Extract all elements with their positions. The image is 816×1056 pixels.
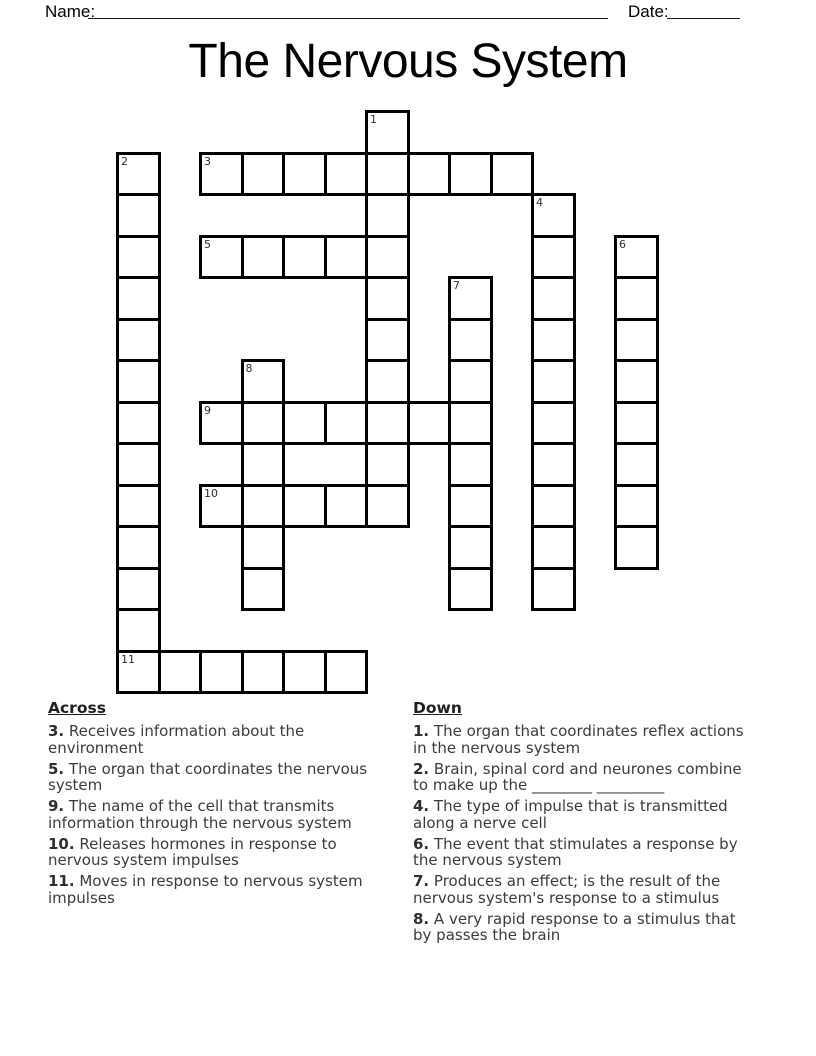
down-clues-section <box>413 700 753 948</box>
grid-cell-r9c5[interactable] <box>324 484 369 529</box>
grid-cell-r9c3[interactable] <box>241 484 286 529</box>
grid-cell-r3c5[interactable] <box>324 235 369 280</box>
grid-cell-r4c10[interactable] <box>531 276 576 321</box>
grid-cell-r9c4[interactable] <box>282 484 327 529</box>
clue-across-3: 3. Receives information about the environment <box>48 722 305 757</box>
down-clue-list <box>413 723 753 944</box>
grid-cell-r7c7[interactable] <box>407 401 452 446</box>
grid-cell-r1c7[interactable] <box>407 152 452 197</box>
clue-across-9: 9. The name of the cell that transmits information through the nervous system <box>48 797 352 832</box>
grid-cell-r12c0[interactable] <box>116 608 161 653</box>
clue-number: 10. <box>48 834 75 853</box>
cell-number: 5 <box>204 237 211 251</box>
grid-cell-r5c8[interactable] <box>448 318 493 363</box>
grid-cell-r1c8[interactable] <box>448 152 493 197</box>
clue-across-5: 5. The organ that coordinates the nervous system <box>48 759 368 794</box>
grid-cell-r11c3[interactable] <box>241 567 286 612</box>
grid-cell-r7c8[interactable] <box>448 401 493 446</box>
clue-down-8: 8. A very rapid response to a stimulus that by passes the brain <box>413 909 736 944</box>
grid-cell-r9c0[interactable] <box>116 484 161 529</box>
grid-cell-r9c12[interactable] <box>614 484 659 529</box>
clue-number: 7. <box>413 872 430 890</box>
grid-cell-r9c10[interactable] <box>531 484 576 529</box>
grid-cell-r13c2[interactable] <box>199 650 244 695</box>
clue-across-11: 11. Moves in response to nervous system impulses <box>48 872 363 907</box>
cell-number: 6 <box>619 237 626 251</box>
grid-cell-r6c0[interactable] <box>116 359 161 404</box>
name-input-line[interactable] <box>88 1 608 19</box>
grid-cell-r7c2[interactable] <box>199 401 244 446</box>
grid-cell-r2c6[interactable] <box>365 193 410 238</box>
grid-cell-r8c3[interactable] <box>241 442 286 487</box>
grid-cell-r8c0[interactable] <box>116 442 161 487</box>
grid-cell-r3c2[interactable] <box>199 235 244 280</box>
grid-cell-r6c8[interactable] <box>448 359 493 404</box>
name-label: Name: <box>45 2 96 21</box>
across-clue-list <box>48 723 388 906</box>
grid-cell-r8c10[interactable] <box>531 442 576 487</box>
page-title: The Nervous System <box>188 35 628 88</box>
grid-cell-r11c10[interactable] <box>531 567 576 612</box>
grid-cell-r7c4[interactable] <box>282 401 327 446</box>
grid-cell-r6c6[interactable] <box>365 359 410 404</box>
grid-cell-r3c4[interactable] <box>282 235 327 280</box>
clue-number: 6. <box>413 834 430 853</box>
cell-number: 4 <box>536 196 543 209</box>
grid-cell-r10c12[interactable] <box>614 525 659 570</box>
grid-cell-r1c3[interactable] <box>241 152 286 197</box>
grid-cell-r13c1[interactable] <box>158 650 203 695</box>
grid-cell-r5c12[interactable] <box>614 318 659 363</box>
grid-cell-r7c10[interactable] <box>531 401 576 446</box>
grid-cell-r11c0[interactable] <box>116 567 161 612</box>
clue-number: 11. <box>48 872 75 890</box>
grid-cell-r10c0[interactable] <box>116 525 161 570</box>
grid-cell-r6c3[interactable] <box>241 359 286 404</box>
grid-cell-r7c6[interactable] <box>365 401 410 446</box>
cell-number: 7 <box>453 279 460 292</box>
grid-cell-r1c9[interactable] <box>490 152 535 197</box>
cell-number: 11 <box>121 652 135 666</box>
grid-cell-r4c6[interactable] <box>365 276 410 321</box>
clue-down-7: 7. Produces an effect; is the result of the nervous system's response to a stimulus <box>413 872 721 907</box>
clue-number: 2. <box>413 759 430 778</box>
grid-cell-r1c4[interactable] <box>282 152 327 197</box>
date-input-line[interactable] <box>667 1 740 19</box>
clue-number: 5. <box>48 759 65 778</box>
cell-number: 10 <box>204 486 218 500</box>
down-heading: Down <box>413 699 462 717</box>
grid-cell-r10c8[interactable] <box>448 525 493 570</box>
grid-cell-r9c8[interactable] <box>448 484 493 529</box>
grid-cell-r9c2[interactable] <box>199 484 244 529</box>
clue-number: 9. <box>48 797 65 815</box>
grid-cell-r8c8[interactable] <box>448 442 493 487</box>
clue-down-2: 2. Brain, spinal cord and neurones combine to make up the ________ _________ <box>413 759 742 794</box>
cell-number: 3 <box>204 154 211 168</box>
grid-cell-r1c2[interactable] <box>199 152 244 197</box>
grid-cell-r2c0[interactable] <box>116 193 161 238</box>
clue-down-1: 1. The organ that coordinates reflex actions in the nervous system <box>413 722 744 757</box>
grid-cell-r8c12[interactable] <box>614 442 659 487</box>
clue-across-10: 10. Releases hormones in response to nervous system impulses <box>48 834 337 869</box>
grid-cell-r3c12[interactable] <box>614 235 659 280</box>
cell-number: 8 <box>245 362 253 375</box>
clue-number: 1. <box>413 722 430 740</box>
grid-cell-r6c10[interactable] <box>531 359 576 404</box>
grid-cell-r4c12[interactable] <box>614 276 659 321</box>
grid-cell-r13c3[interactable] <box>241 650 286 695</box>
clue-down-4: 4. The type of impulse that is transmitted along a nerve cell <box>413 797 728 832</box>
cell-number: 9 <box>204 403 211 417</box>
grid-cell-r13c0[interactable] <box>116 650 161 695</box>
grid-cell-r1c5[interactable] <box>324 152 369 197</box>
clue-number: 3. <box>48 722 65 740</box>
grid-cell-r11c8[interactable] <box>448 567 493 612</box>
across-heading: Across <box>48 699 106 717</box>
cell-number: 2 <box>121 154 128 168</box>
grid-cell-r7c3[interactable] <box>241 401 286 446</box>
grid-cell-r10c3[interactable] <box>241 525 286 570</box>
grid-cell-r13c5[interactable] <box>324 650 369 695</box>
crossword-grid <box>116 110 659 694</box>
date-label: Date: <box>628 2 669 21</box>
grid-cell-r7c5[interactable] <box>324 401 369 446</box>
grid-cell-r2c10[interactable] <box>531 193 576 238</box>
grid-cell-r5c10[interactable] <box>531 318 576 363</box>
grid-cell-r5c0[interactable] <box>116 318 161 363</box>
grid-cell-r3c3[interactable] <box>241 235 286 280</box>
grid-cell-r5c6[interactable] <box>365 318 410 363</box>
grid-cell-r3c0[interactable] <box>116 235 161 280</box>
across-clues-section <box>48 700 388 911</box>
grid-cell-r6c12[interactable] <box>614 359 659 404</box>
grid-cell-r8c6[interactable] <box>365 442 410 487</box>
grid-cell-r7c0[interactable] <box>116 401 161 446</box>
grid-cell-r9c6[interactable] <box>365 484 410 529</box>
grid-cell-r7c12[interactable] <box>614 401 659 446</box>
grid-cell-r0c6[interactable] <box>365 110 410 155</box>
grid-cell-r1c0[interactable] <box>116 152 161 197</box>
grid-cell-r13c4[interactable] <box>282 650 327 695</box>
clue-number: 4. <box>413 797 430 815</box>
grid-cell-r3c6[interactable] <box>365 235 410 280</box>
clue-down-6: 6. The event that stimulates a response by the nervous system <box>413 834 738 869</box>
grid-cell-r3c10[interactable] <box>531 235 576 280</box>
grid-cell-r1c6[interactable] <box>365 152 410 197</box>
grid-cell-r4c0[interactable] <box>116 276 161 321</box>
grid-cell-r10c10[interactable] <box>531 525 576 570</box>
grid-cell-r4c8[interactable] <box>448 276 493 321</box>
clue-number: 8. <box>413 909 430 928</box>
cell-number: 1 <box>370 113 377 126</box>
